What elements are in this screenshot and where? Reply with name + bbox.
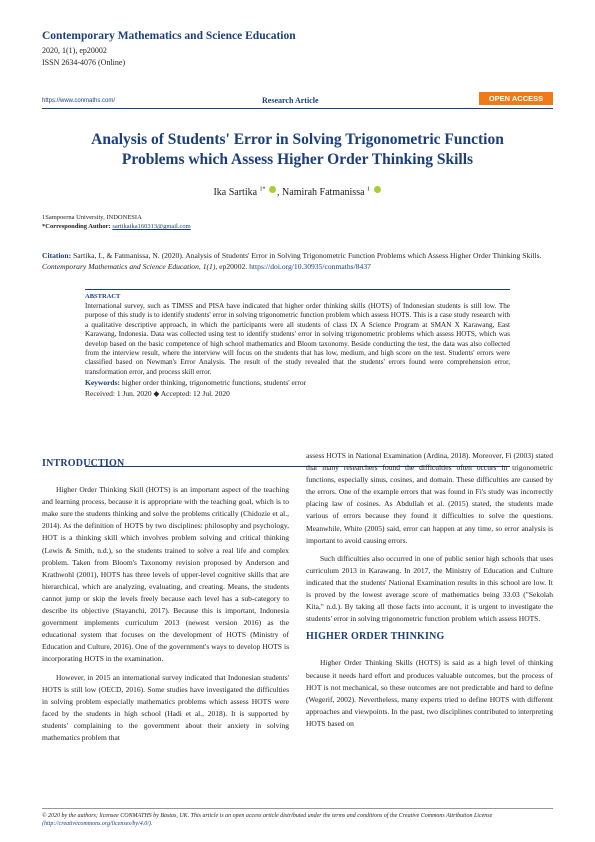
journal-url-link[interactable]: https://www.conmaths.com/ bbox=[42, 98, 116, 104]
author-1-sup: 1* bbox=[259, 186, 266, 193]
author-2-sup: 1 bbox=[367, 186, 371, 193]
license-footer bbox=[42, 808, 553, 828]
keywords-label: Keywords: bbox=[85, 378, 120, 388]
orcid-icon[interactable] bbox=[269, 186, 276, 193]
author-1: Ika Sartika bbox=[213, 187, 258, 198]
authors: Ika Sartika $^{1*}$ , Namirah Fatmanissa $^1$ bbox=[0, 186, 595, 198]
corr-label: *Corresponding Author: bbox=[42, 223, 111, 230]
article-type: Research Article bbox=[262, 96, 319, 105]
author-2: Namirah Fatmanissa bbox=[282, 187, 365, 198]
journal-header bbox=[42, 30, 553, 110]
paragraph: Such difficulties also occurred in one of public senior high schools that uses curriculum 2013 in Karawang. In 2017, the Ministry of Education and Culture indicated that the students' National Examination results in this school are low. It is proved by the lowest average score of mathematics being 33.03 ("Sekolah Kita," n.d.). By taking all those facts into account, it is urgent to investigate the students' error in solving trigonometric function problem which assess HOTS. bbox=[306, 553, 553, 624]
received-dates: Received: 1 Jun. 2020 ◆ Accepted: 12 Jul. 2020 bbox=[85, 389, 230, 399]
keywords bbox=[85, 378, 510, 387]
abstract-heading: ABSTRACT bbox=[85, 293, 121, 300]
citation-journal: Contemporary Mathematics and Science Education, 1(1), bbox=[42, 261, 218, 271]
citation bbox=[42, 251, 553, 272]
affiliation: 1Sampoerna University, INDONESIA bbox=[42, 214, 142, 221]
issn: ISSN 2634-4076 (Online) bbox=[42, 58, 126, 67]
citation-tail: ep20002. bbox=[219, 261, 248, 271]
header-rule bbox=[42, 108, 553, 109]
journal-name: Contemporary Mathematics and Science Education bbox=[42, 30, 296, 42]
left-column bbox=[42, 452, 289, 750]
abstract-text: International survey, such as TIMSS and PISA have indicated that higher order thinking skills (HOTS) of Indonesian students is still low. The purpose of this study is to identify students' error in solving trigonometric function problem which assess HOTS. This is a case study research with a qualitative descriptive approach, in which the participants were all students of class IX A Science Program at SMAN X Karawang, East Karawang, Indonesia. Data was collected using test to identify students' error in solving trigonometric problems which assess HOTS, which was develop based on the basic competence of high school mathematics and Bloom taxonomy. Beside conducting the test, the data was also collected from the interview result, where the interview will focus on the students that has low, medium, and high score on the test. Students' errors were classified based on Newman's Error Analysis. The result of the study revealed that the students' errors found were comprehension error, transformation error, and process skill error. bbox=[85, 302, 510, 376]
open-access-badge: OPEN ACCESS bbox=[479, 92, 553, 105]
paragraph: assess HOTS in National Examination (Ardina, 2018). Moreover, Fi (2003) stated that many researchers found the difficulties often occurs in trigonometric functions, especially sinus, cosines, and domain. These difficulties are caused by the errors. One of the example errors that was found in Fi's study was incorrectly placing law of cosines. As Abdullah et al. (2015) stated, the students made various of errors because they found it difficulties to solve the questions. Meanwhile, White (2005) said, error can happen at any time, so error analysis is important to avoid causing errors. bbox=[306, 451, 553, 545]
introduction-heading: INTRODUCTION bbox=[42, 458, 125, 469]
article-title: Analysis of Students' Error in Solving Trigonometric Function Problems which Assess Higher Order Thinking Skills bbox=[91, 131, 504, 168]
corresponding-author bbox=[42, 223, 191, 230]
citation-text: Sartika, I., & Fatmanissa, N. (2020). Analysis of Students' Error in Solving Trigonometric Function Problems which Assess Higher Order Thinking Skills. bbox=[73, 251, 542, 260]
license-link[interactable]: (http://creativecommons.org/licenses/by/4.0/). bbox=[42, 821, 153, 827]
keywords-text: higher order thinking, trigonometric functions, students' error bbox=[121, 378, 307, 388]
doi-link[interactable]: https://doi.org/10.30935/conmaths/8437 bbox=[249, 261, 371, 271]
abstract-box bbox=[85, 289, 510, 467]
paragraph: Higher Order Thinking Skill (HOTS) is an important aspect of the teaching and learning process, because it is appropriate with the teaching goal, which is to make sure the students thinking and solve the problems critically (Chidozie et al., 2014). As the definition of HOTS by two disciplines: philosophy and psychology, HOT is a thinking skill which involves problem solving and critical thinking (Lewis & Smith, n.d.), so the students trained to solve a real life and complex problem. Taken from Bloom's Taxonomy revision proposed by Anderson and Krathwohl (2001), HOTS has three levels of upper-level cognitive skills that are hierarchical, which are analyzing, evaluating, and creating. Means, the students cannot jump or skip the levels freely because each level has a sub-category to describe its objective (Stayanchi, 2017). Because this is important, Indonesia government implements curriculum 2013 (newest version 2016) as the educational system that focuses on the development of HOTS (Ministry of Education and Culture, 2016). One of the government's ways to develop HOTS is incorporating HOTS in the examination. bbox=[42, 485, 289, 664]
email-link[interactable]: sartikaika160313@gmail.com bbox=[112, 223, 191, 230]
volume-info: 2020, 1(1), ep20002 bbox=[42, 46, 107, 55]
hots-heading: HIGHER ORDER THINKING bbox=[306, 631, 445, 643]
license-text: © 2020 by the authors; licensee CONMATHS by Bastas, UK. This article is an open access article distributed under the terms and conditions of the Creative Commons Attribution License bbox=[42, 813, 493, 819]
right-column bbox=[306, 450, 553, 736]
orcid-icon[interactable] bbox=[374, 186, 381, 193]
paragraph: Higher Order Thinking Skills (HOTS) is said as a high level of thinking because it needs hard effort and produces valuable outcomes, but the process of HOT is not mechanical, so these outcomes are not predictable and hard to define (Wegerif, 2002). Nevertheless, many experts tried to define HOTS with different approaches and viewpoints. In the past, two disciplines contributed to interpreting HOTS based on bbox=[306, 658, 553, 728]
citation-label: Citation: bbox=[42, 251, 72, 260]
paragraph: However, in 2015 an international survey indicated that Indonesian students' HOTS is still low (OECD, 2016). Some studies have investigated the difficulties in solving problem especially mathematics problems which assess HOTS were faced by the students in high school (Hadi et al., 2018). It is supported by students' complaining to the government about their anxiety in solving mathematics problem that bbox=[42, 672, 289, 742]
